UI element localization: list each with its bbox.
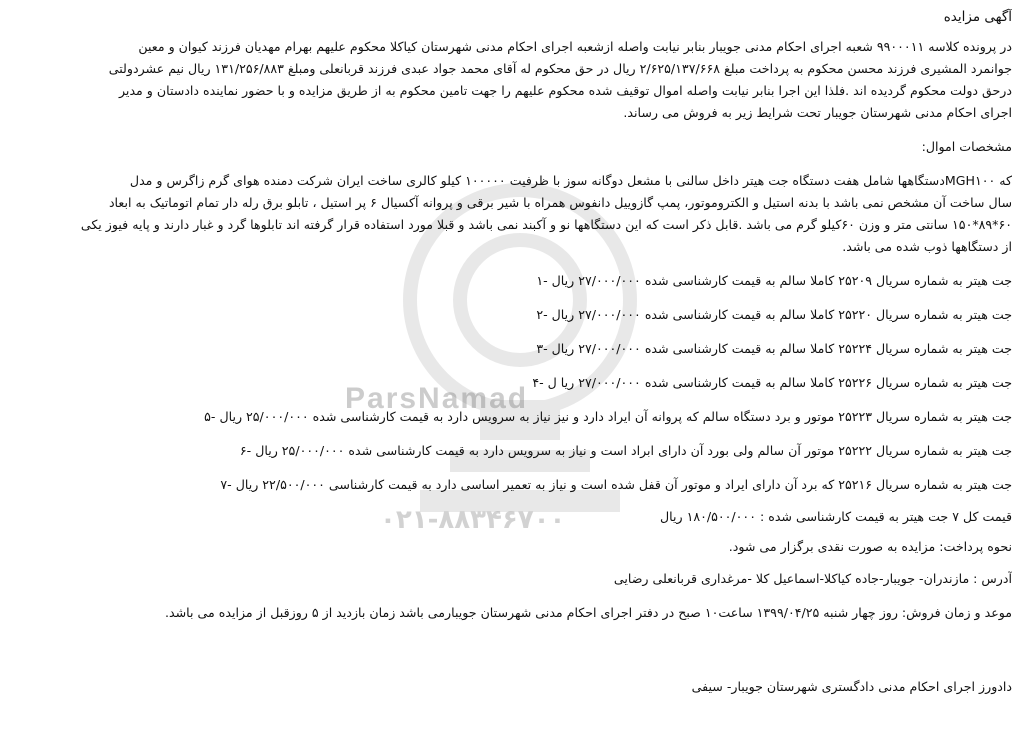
specs-line-2: سال ساخت آن مشخص نمی باشد با بدنه استیل و الکتروموتور، پمپ گازوییل دانفوس همراه با شیر برقی و پروانه آکسیال ۶ پر استیل ، تابلو برق رله دار تمام اتوماتیک به ابعاد [108, 195, 1012, 210]
item-7: جت هیتر به شماره سریال ۲۵۲۱۶ که برد آن دارای ایراد و موتور آن قفل شده است و نیاز به تعمیر اساسی دارد به قیمت کارشناسی ۲۲/۵۰۰/۰۰۰ ریال -۷ [220, 477, 1012, 492]
sale-date-time: موعد و زمان فروش: روز چهار شنبه ۱۳۹۹/۰۴/۲۵ ساعت۱۰ صبح در دفتر اجرای احکام مدنی شهرستان جویبارمی باشد زمان بازدید از ۵ روزقبل از مزایده می باشد. [165, 605, 1012, 620]
specs-line-1: که MGH۱۰۰دستگاهها شامل هفت دستگاه جت هیتر داخل سالنی با مشعل دوگانه سوز با ظرفیت ۱۰۰۰۰۰ کیلو کالری ساخت ایران شرکت دمنده هوای گرم زاگرس و مدل [129, 173, 1012, 188]
intro-line-2: جوانمرد المشیری فرزند محسن محکوم به پرداخت مبلغ ۲/۶۲۵/۱۳۷/۶۶۸ ریال در حق محکوم له آقای محمد جواد عبدی فرزند قربانعلی ومبلغ ۱۳۱/۲۵۶/۸۸۳ ریال نیم عشردولتی [108, 61, 1012, 76]
item-1: جت هیتر به شماره سریال ۲۵۲۰۹ کاملا سالم به قیمت کارشناسی شده ۲۷/۰۰۰/۰۰۰ ریال -۱ [536, 273, 1012, 288]
intro-line-3: درحق دولت محکوم گردیده اند .فلذا این اجرا بنابر نیابت واصله اموال توقیف شده محکوم علیهم را جهت تامین محکوم به از طریق مزایده و با حضور نماینده دادستان و مدیر [118, 83, 1012, 98]
item-6: جت هیتر به شماره سریال ۲۵۲۲۲ موتور آن سالم ولی بورد آن دارای ابراد است و نیاز به سرویس دارد به قیمت کارشناسی شده ۲۵/۰۰۰/۰۰۰ ریال -۶ [239, 443, 1012, 458]
item-3: جت هیتر به شماره سریال ۲۵۲۲۴ کاملا سالم به قیمت کارشناسی شده ۲۷/۰۰۰/۰۰۰ ریال -۳ [536, 341, 1012, 356]
specs-line-3: ۶۰*۸۹*۱۵۰ سانتی متر و وزن ۶۰کیلو گرم می باشد .قابل ذکر است که این دستگاهها نو و آکبند نمی باشد و قبلا مورد استفاده قرار گرفته اند تابلوها گرد و غبار دارند و پایه فیوز یکی [80, 217, 1012, 232]
watermark-brand: ParsNamad [345, 382, 529, 415]
intro-line-1: در پرونده کلاسه ۹۹۰۰۰۱۱ شعبه اجرای احکام مدنی جویبار بنابر نیابت واصله ازشعبه اجرای احکام مدنی شهرستان کیاکلا محکوم علیهم بهرام مهدیان فرزند کیوان و معین [138, 39, 1012, 54]
item-2: جت هیتر به شماره سریال ۲۵۲۲۰ کاملا سالم به قیمت کارشناسی شده ۲۷/۰۰۰/۰۰۰ ریال -۲ [536, 307, 1012, 322]
total-price: قیمت کل ۷ جت هیتر به قیمت کارشناسی شده : ۱۸۰/۵۰۰/۰۰۰ ریال [660, 509, 1012, 524]
item-4: جت هیتر به شماره سریال ۲۵۲۲۶ کاملا سالم به قیمت کارشناسی شده ۲۷/۰۰۰/۰۰۰ ریا ل -۴ [532, 375, 1012, 390]
watermark-phone: ۰۲۱-۸۸۳۴۶۷۰۰ [380, 505, 566, 535]
signature: دادورز اجرای احکام مدنی دادگستری شهرستان جویبار- سیفی [691, 679, 1012, 694]
address: آدرس : مازندران- جویبار-جاده کیاکلا-اسماعیل کلا -مرغداری قربانعلی رضایی [613, 571, 1012, 586]
specs-line-4: از دستگاهها ذوب شده می باشد. [842, 239, 1012, 254]
item-5: جت هیتر به شماره سریال ۲۵۲۲۳ موتور و برد دستگاه سالم که پروانه آن ایراد دارد و نیز نیاز به سرویس دارد به قیمت کارشناسی شده ۲۵/۰۰۰/۰۰۰ ریال -۵ [204, 409, 1012, 424]
specs-heading: مشخصات اموال: [921, 139, 1012, 154]
intro-line-4: اجرای احکام مدنی شهرستان جویبار تحت شرایط زیر به فروش می رساند. [623, 105, 1012, 120]
payment-method: نحوه پرداخت: مزایده به صورت نقدی برگزار می شود. [728, 539, 1012, 554]
page-title: آگهی مزایده [943, 9, 1012, 25]
